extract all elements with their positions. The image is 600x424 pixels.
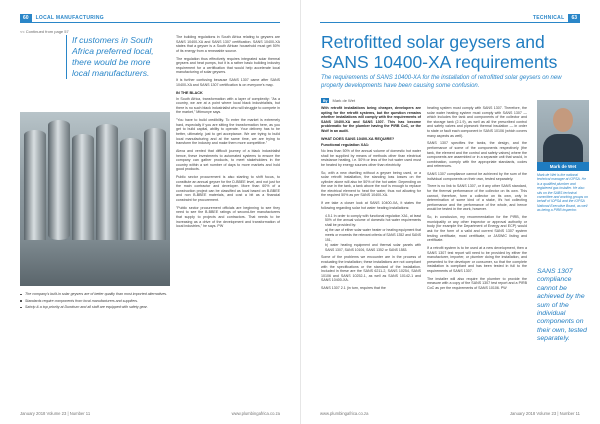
paragraph: If a retrofit system is to be used at a new development, then a SANS 1307 test report will need to be provided by either the manufacturer, importer, or plumber doing the installation, and presented to the developer or consumer, so that the complete installation is compliant and has been tested in full to the requirements of SANS 1307. bbox=[427, 245, 527, 273]
left-header bbox=[20, 14, 280, 23]
right-header bbox=[320, 14, 580, 23]
paragraph: The building regulations in South Africa relating to geysers are SANS 10400-XA and SANS 1307 certification. SANS 10400-XA states that a geyser is a South African household must get 50% of its energy from a renewable source. bbox=[176, 35, 280, 53]
paragraph: SANS 1307 specifies the tanks, the design, and the performance of some of the components respectively (the tank, the element and the control and safety valves) where the components are assembled or in a separate unit that would, in combination, comply with the appropriate standards, codes and references. bbox=[427, 141, 527, 169]
author-name-label: Mark de Wet bbox=[537, 162, 589, 171]
issue-info: January 2018 Volume 23 | Number 11 bbox=[509, 411, 580, 416]
paragraph: "You have to build credibility. To enter the market is extremely hard, especially if you are sitting the transformation here, as you get to build capital, ability to operate. Your delivery has to be better, ultimately, just to get acceptance. We are trying to build local manufacturing and at the same time, we are trying to transform the industry and make them more competitive." bbox=[176, 118, 280, 146]
standfirst: The requirements of SANS 10400-XA for the installation of retrofitted solar geysers on new property developments have been causing some confusion. bbox=[321, 75, 562, 89]
caption-item: The company's built-in solar geysers are of better quality than most imported alternatives. bbox=[20, 292, 170, 297]
continued-note: << Continued from page 57 bbox=[20, 29, 69, 34]
regulation-excerpt bbox=[325, 214, 421, 253]
paragraph: If we take a closer look at SANS 10400-XA, it states the following regarding solar hot water heating installations: bbox=[321, 201, 421, 210]
caption-item: Sahrip & a top priority at Dundrum and all staff are equipped with safety gear. bbox=[20, 305, 170, 310]
paragraph: "Public sector procurement officials are beginning to see they need to see the B-BBEE ratings of second-tier manufacturers that supply to projects and contractors. That needs to be increasing as a drive of the development and transformation of local industries," he says. PW bbox=[176, 205, 280, 229]
left-column-1 bbox=[20, 292, 170, 312]
paragraph: SANS 1307 compliance cannot be achieved by the sum of the individual components on their own, tested separately. bbox=[427, 172, 527, 181]
paragraph: Some of the problems we encounter are in the process of evaluating the installation; these installations are not compliant with the specifications or the standard of the installation. Included in these are the SANS 6211-2, SANS 10254, SANS 10106 and SANS 10252-1, as well as SANS 10142-1 and SANS 10400-XA. bbox=[321, 255, 421, 283]
regulation-item: b) water heating equipment and thermal solar panels with SANS 1307, SANS 10106, SANS 1352 or SANS 1583. bbox=[325, 243, 421, 252]
right-column-2 bbox=[427, 106, 527, 294]
paragraph: Public sector procurement is also starting to shift focus, to constitute an annual geyser for the D-BBEE level, and not just for the main contractor and developer. More than 60% of a construction project can be classified as local based on B-BBEE and non B-BBEE materials, and cost a bit as a financial constraint for procurement. bbox=[176, 175, 280, 203]
left-column-2 bbox=[176, 35, 280, 232]
factory-photo bbox=[20, 112, 170, 286]
website-link[interactable]: www.plumbingafrica.co.za bbox=[320, 411, 369, 416]
subheading-minor: Functional regulation XA1: bbox=[321, 142, 370, 147]
paragraph: SANS 1307 2.1 (in turn, requires that the bbox=[321, 286, 386, 291]
paragraph: The installer will also require the plumber to provide the measure with a copy of the SANS 1307 test report and a PIRB CoC as per the requirements of SANS 10106. PW bbox=[427, 276, 527, 290]
pull-quote: If customers in South Africa preferred local, there would be more local manufacturers. bbox=[66, 35, 164, 79]
author-photo bbox=[537, 100, 589, 162]
caption-item: Standards require components from local manufacturers and suppliers. bbox=[20, 299, 170, 304]
side-pull-quote: SANS 1307 compliance cannot be achieved by the sum of the individual components on their own, tested separately. bbox=[537, 268, 587, 343]
paragraph: There is no link to SANS 1307, or it any other SANS standard, for the thermal performance of the collector on its own. This cannot, therefore, form a collector on its own, only in determination of some kind of a stake, it's hot collecting performance and the performance of the whole, and hence would be tested in the work, however. bbox=[427, 184, 527, 212]
article-title: Retrofitted solar geysers and SANS 10400-XA requirements bbox=[321, 32, 558, 72]
lead-paragraph: With retrofit installations being cheaper, developers are opting for the retrofit systems, but the question remains whether installations will comply with the requirements of SANS 10400-XA and SANS 1307. This has become problematic for the plumber having the PIRB CoC, or the Wolf in an audit. bbox=[321, 106, 421, 133]
regulation-intro: 4.5.1 In order to comply with functional regulation XA1, at least 50% of the annual volume of domestic hot water requirements shall be provided by: bbox=[325, 213, 421, 227]
caption-list bbox=[20, 292, 170, 310]
page-number-badge: 63 bbox=[568, 14, 580, 23]
right-page bbox=[300, 0, 600, 424]
paragraph: In South Africa, transformation with a layer of complexity: "As a country, we are at a point where local black industrialists, but there is no such black industrialist who will struggle to compete in the market," Mtimunye says. bbox=[176, 96, 280, 115]
author-bio: Mark de Wet is the national technical manager at IOPSA. He is a qualified plumber and registered gas installer. He also sits on the SABS technical committee and working groups on behalf of IOPSA and the IOPSA National Executive Board, as well as being a PIRB inspector. bbox=[537, 173, 588, 213]
section-label: LOCAL MANUFACTURING bbox=[35, 15, 104, 21]
paragraph: So, in conclusion, my recommendation for the PIRB, the municipality or any other inspector or approval authority or body (for example the Department of Energy and ECP) would ask for the form of a valid and current SANS 1307 system testing certificate, most certificate, or JASWIC listing and certificate. bbox=[427, 215, 527, 243]
paragraph: So, with a new dwelling without a geyser being used, or a solar retrofit installation, the standing loss losses on the cylinder alone will also be 50% of the hot water. Depending on the use in the tank, a tank above the roof is enough to replace the electrical element to heat the water, thus not allowing for the required 50% as per SANS 10400-XA. bbox=[321, 170, 421, 198]
byline bbox=[321, 98, 355, 103]
paragraph: No less than 50% of the annual volume of domestic hot water shall be supplied by means of methods other than electrical resistance heating, i.e. 50% or less of the hot water used must be heated by energy sources other than electricity. bbox=[321, 148, 421, 167]
byline-badge: By bbox=[323, 98, 328, 103]
paragraph: The regulation thus effectively requires integrated solar thermal geysers and heat pumps, but it is a rather basic building industry requirement for a certification that would help accelerate local manufacturing of solar geysers. bbox=[176, 56, 280, 75]
subheading: WHAT DOES SANS 10400-XA REQUIRE? bbox=[321, 136, 395, 141]
left-footer bbox=[20, 411, 280, 416]
paragraph: It is further confusing because SANS 1307 came after SANS 10400-XA and SANS 1307 certification is on everyone's map. bbox=[176, 78, 280, 87]
issue-info: January 2018 Volume 23 | Number 11 bbox=[20, 411, 91, 416]
regulation-item: a) the use of either solar water heater or heating equipment that meets or exceeds the relevant criteria of SANS 1352 and SANS 151, bbox=[325, 228, 421, 242]
subheading: IN THE BLACK bbox=[176, 90, 203, 95]
right-footer bbox=[320, 411, 580, 416]
right-column-1 bbox=[321, 106, 421, 294]
section-label: TECHNICAL bbox=[532, 15, 565, 21]
paragraph: Alexa and vented that difficult journey of a black industrialist hence, these investments to automated systems to ensure the company can gather products, to meet stakeholders in the country within a set number of days to more markets and hold good products. bbox=[176, 148, 280, 172]
byline-author: Mark de Wet bbox=[332, 98, 356, 103]
website-link[interactable]: www.plumbingafrica.co.za bbox=[231, 411, 280, 416]
page-number-badge: 60 bbox=[20, 14, 32, 23]
paragraph: heating system must comply with SANS 1307. Therefore, the solar water heating system must comply with SANS 1307 — which includes the tank and components of the collector and the storage tank (2.1.9), as well as all the prescribed control and safety valves and pipework thermal insulation — in order to state or fault each component in SANS 10106 (which covers many aspects as well). bbox=[427, 106, 527, 138]
